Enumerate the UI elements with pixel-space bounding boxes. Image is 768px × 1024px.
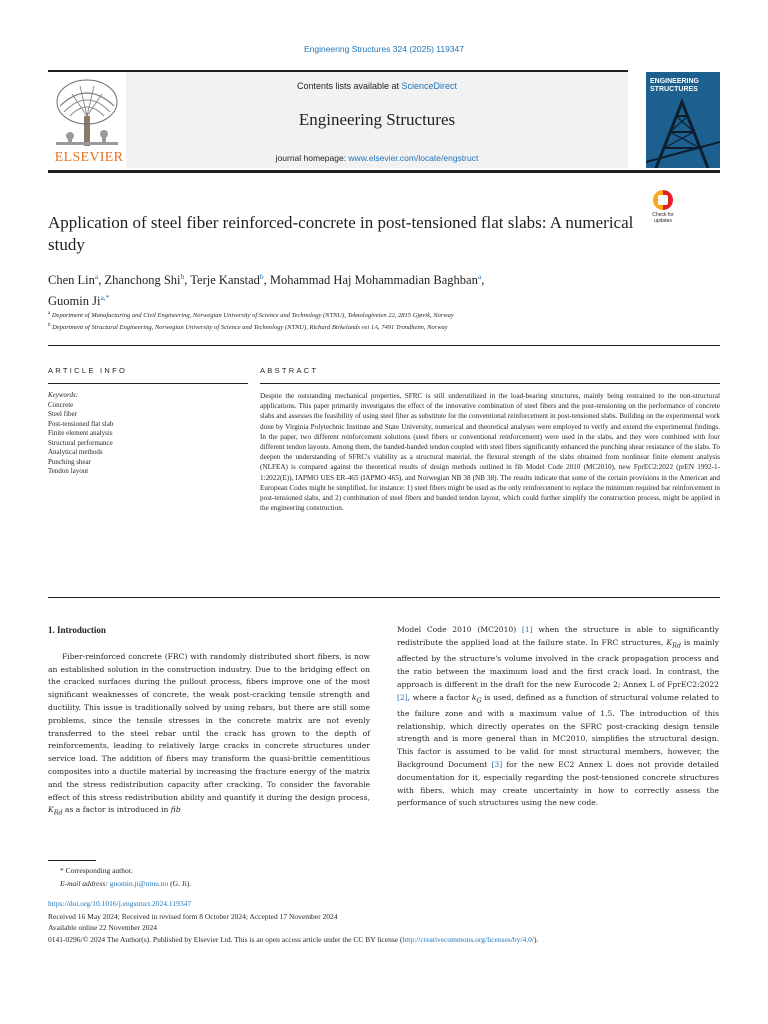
- math-k: K: [666, 637, 673, 647]
- math-subscript: Rd: [53, 809, 63, 817]
- keyword-item: Post-tensioned flat slab: [48, 419, 114, 428]
- crossmark-label: Check for updates: [652, 212, 674, 224]
- abstract-rule: [260, 383, 720, 384]
- masthead-center-box: [126, 72, 628, 168]
- paragraph-text: Fiber-reinforced concrete (FRC) with randomly distributed short fibers, is now an established solution in the construction industry. Due to the bridging effect on the cracked surfaces during the pullout process, fibers improve one of the most significant weaknesses of concrete, the weak post-cracking tensile strength and ductility. This issue is traditionally solved by using rebars, but there are still some problems, since the tensile stresses in the concrete matrix are not evenly transferred to the steel rebar until the crack has grown to the depth of reinforcements, leading to relatively large cracks in concrete structures under service load. The addition of fibers may transform the quasi-brittle cementitious composites into a ductile material by increasing the fracture energy of the matrix and the stress redistribution capacity after cracking. To consider the favorable effect of this stress redistribution ability and quantify it during the design process,: [48, 651, 370, 802]
- math-k: K: [48, 805, 54, 815]
- intro-paragraph: [48, 651, 370, 821]
- keyword-item: Tendon layout: [48, 467, 89, 475]
- footnote-rule: [48, 860, 96, 861]
- email-link[interactable]: guomin.ji@ntnu.no: [109, 879, 169, 888]
- author-name[interactable]: Guomin Ji: [48, 294, 101, 309]
- email-label: E-mail address:: [60, 879, 110, 888]
- abstract-heading: ABSTRACT: [260, 366, 319, 375]
- author-name[interactable]: Chen Lin: [48, 273, 95, 288]
- crossmark-icon: [653, 190, 673, 210]
- body-column-left: [48, 624, 370, 821]
- history-dates: Received 16 May 2024; Received in revised form 8 October 2024; Accepted 17 November 2024: [48, 912, 338, 921]
- masthead-bottom-rule: [48, 170, 720, 173]
- journal-cover-thumbnail[interactable]: [646, 72, 720, 168]
- available-online-date: Available online 22 November 2024: [48, 923, 157, 932]
- cover-title: ENGINEERING STRUCTURES: [650, 78, 700, 93]
- elsevier-logo[interactable]: [50, 76, 124, 168]
- license-suffix: ).: [533, 935, 539, 944]
- paragraph-text: , where a factor: [407, 692, 472, 702]
- author-name[interactable]: Mohammad Haj Mohammadian Baghban: [269, 273, 478, 288]
- author-affiliation-marker[interactable]: a: [477, 272, 482, 281]
- email-suffix: (G. Ji).: [168, 879, 192, 888]
- math-subscript: Rd: [672, 642, 681, 650]
- check-for-updates-badge[interactable]: [646, 190, 680, 230]
- paragraph-text: is used, defined as a function of structural volume related to the failure zone and with a maximum value of 1.5. The introduction of this relationship, which directly operates on the SFRC post-cracking design tensile strength and is more general than in MC2010, simplifies the structural design. This factor is assumed to be valid for most structural members, however, the Background Document: [397, 692, 719, 769]
- email-note: [60, 879, 191, 888]
- keywords-list: [48, 391, 248, 477]
- intro-paragraph-continued: [397, 624, 719, 810]
- keyword-item: Finite element analysis: [48, 429, 113, 437]
- paragraph-text: for the new EC2 Annex L does not provide detailed documentation for it, especially regarding the post-tensioned concrete structures with fibers, which may create uncertainty in how to correctly assess the performance of such structures using the new code.: [397, 760, 719, 808]
- citation-link[interactable]: [1]: [521, 625, 533, 634]
- author-affiliation-marker[interactable]: a: [94, 272, 99, 281]
- journal-homepage-link[interactable]: www.elsevier.com/locate/engstruct: [348, 153, 479, 163]
- affiliation-b: [48, 323, 728, 331]
- affiliation-text: Department of Manufacturing and Civil Engineering, Norwegian University of Science and Technology (NTNU), Teknologiveien 22, 2815 Gjøvik, Norway: [51, 312, 454, 320]
- contents-lists-line: [126, 81, 628, 91]
- article-title: Application of steel fiber reinforced-concrete in post-tensioned flat slabs: A numerical study: [48, 213, 634, 254]
- elsevier-tree-icon: [50, 76, 124, 150]
- affiliation-text: Department of Structural Engineering, Norwegian University of Science and Technology (NTNU), Richard Birkelands vei 1A, 7491 Trondheim, Norway: [52, 324, 448, 332]
- article-info-rule: [48, 383, 248, 384]
- homepage-prefix: journal homepage:: [275, 153, 349, 163]
- keyword-item: Analytical methods: [48, 448, 103, 456]
- paragraph-text: is mainly affected by the structure's volume involved in the crack propagation process and the ratio between the maximum load and the first crack load. In contrast, the approach is different in the draft for the new Eurocode 2; Annex L of FprEC2:2022: [397, 637, 719, 689]
- cover-structure-image: [646, 72, 720, 168]
- abstract-text: Despite the outstanding mechanical properties, SFRC is still underutilized in the load-bearing structures, mainly being restrained to the non-structural applications. This paper primarily investigates the effect of the innovative combination of steel fibers and the post-tensioning on the performance of concrete slabs and assesses the feasibility of using steel fiber as substitute for the conventional reinforcement in post-tensioned slabs. Building on the experimental work done by Virginia Polytechnic Institute and State University, numerical and theoretical analyses were employed to verify and extend the experimental findings. In the paper, two different reinforcement solutions (steel fibers or conventional reinforcement) were used in the slabs, and they were combined with four different tendon layouts. Among them, the banded-banded tendon coupled with steel fibers significantly enhanced the punching shear resistance of the slabs. To deepen the understanding of SFRC's viability as a structural material, the flexural strength of the slabs obtained from nonlinear finite element analysis (NLFEA) is compared against the theoretical results of design methods outlined in fib Model Code 2010 (MC2010), new FprEC2:2022 (prEN 1992-1-1:2022(E)), IAPMO UES ER-465 (IAPMO 465), and Norwegian NB 38 (NB 38). The results indicate that some of the certain provisions in the American and European Codes might be simplified, for instance: 1) steel fibers might be used as the only reinforcement to replace the minimum required bar reinforcement in post-tensioned slabs, and 2) combination of steel fibers and banded tendon layout, which could further simplify the construction process, might be applied in the engineering construction.: [260, 392, 720, 513]
- sciencedirect-link[interactable]: ScienceDirect: [401, 81, 458, 91]
- journal-reference[interactable]: Engineering Structures 324 (2025) 119347: [303, 44, 465, 54]
- affiliation-marker: b: [48, 323, 51, 328]
- affiliation-a: [48, 311, 728, 319]
- paragraph-text: when the structure is able to significantly redistribute the applied load at the failure state. In FRC structures,: [397, 625, 720, 647]
- affiliation-marker: a: [48, 311, 51, 316]
- author-name[interactable]: Terje Kanstad: [190, 273, 260, 288]
- author-affiliation-marker[interactable]: b: [180, 272, 185, 281]
- citation-link[interactable]: [3]: [491, 760, 503, 769]
- abstract-end-rule: [48, 597, 720, 598]
- author-list: Chen Lin$^a$, Zhanchong Shi$^b$, Terje Kanstad$^b$, Mohammad Haj Mohammadian Baghban$^a$, Guomin $Ji^{a,*}$: [48, 272, 485, 309]
- journal-title: Engineering Structures: [298, 110, 456, 129]
- license-statement: [48, 935, 728, 944]
- keyword-item: Steel fiber: [48, 410, 77, 418]
- elsevier-wordmark: ELSEVIER: [54, 150, 124, 165]
- paragraph-text: Model Code 2010 (MC2010): [397, 625, 522, 634]
- keywords-label: Keywords:: [48, 391, 79, 399]
- journal-homepage-line: [126, 153, 628, 163]
- corresponding-author-note: * Corresponding author.: [60, 866, 133, 875]
- keyword-item: Punching shear: [48, 457, 91, 466]
- math-subscript: G: [476, 697, 482, 705]
- contents-prefix: Contents lists available at: [296, 81, 402, 91]
- journal-masthead: [48, 70, 720, 174]
- fib-italic: fib: [170, 805, 181, 815]
- math-k: k: [471, 692, 477, 702]
- license-link[interactable]: http://creativecommons.org/licenses/by/4.0/: [402, 935, 534, 944]
- citation-link[interactable]: [2]: [397, 692, 408, 702]
- license-prefix: 0141-0296/© 2024 The Author(s). Published by Elsevier Ltd. This is an open access article under the CC BY license (: [48, 935, 403, 944]
- keyword-item: Concrete: [48, 400, 74, 409]
- header-divider: [48, 345, 720, 346]
- introduction-heading: 1. Introduction: [48, 625, 106, 635]
- author-affiliation-marker[interactable]: a,*: [100, 293, 110, 303]
- paragraph-text: as a factor is introduced in: [62, 805, 171, 815]
- author-affiliation-marker[interactable]: b: [259, 272, 264, 281]
- author-name[interactable]: Zhanchong Shi: [104, 273, 181, 288]
- doi-link[interactable]: https://doi.org/10.1016/j.engstruct.2024.119347: [48, 899, 192, 908]
- body-column-right: [397, 624, 719, 810]
- article-info-heading: ARTICLE INFO: [48, 366, 128, 375]
- keyword-item: Structural performance: [48, 438, 113, 447]
